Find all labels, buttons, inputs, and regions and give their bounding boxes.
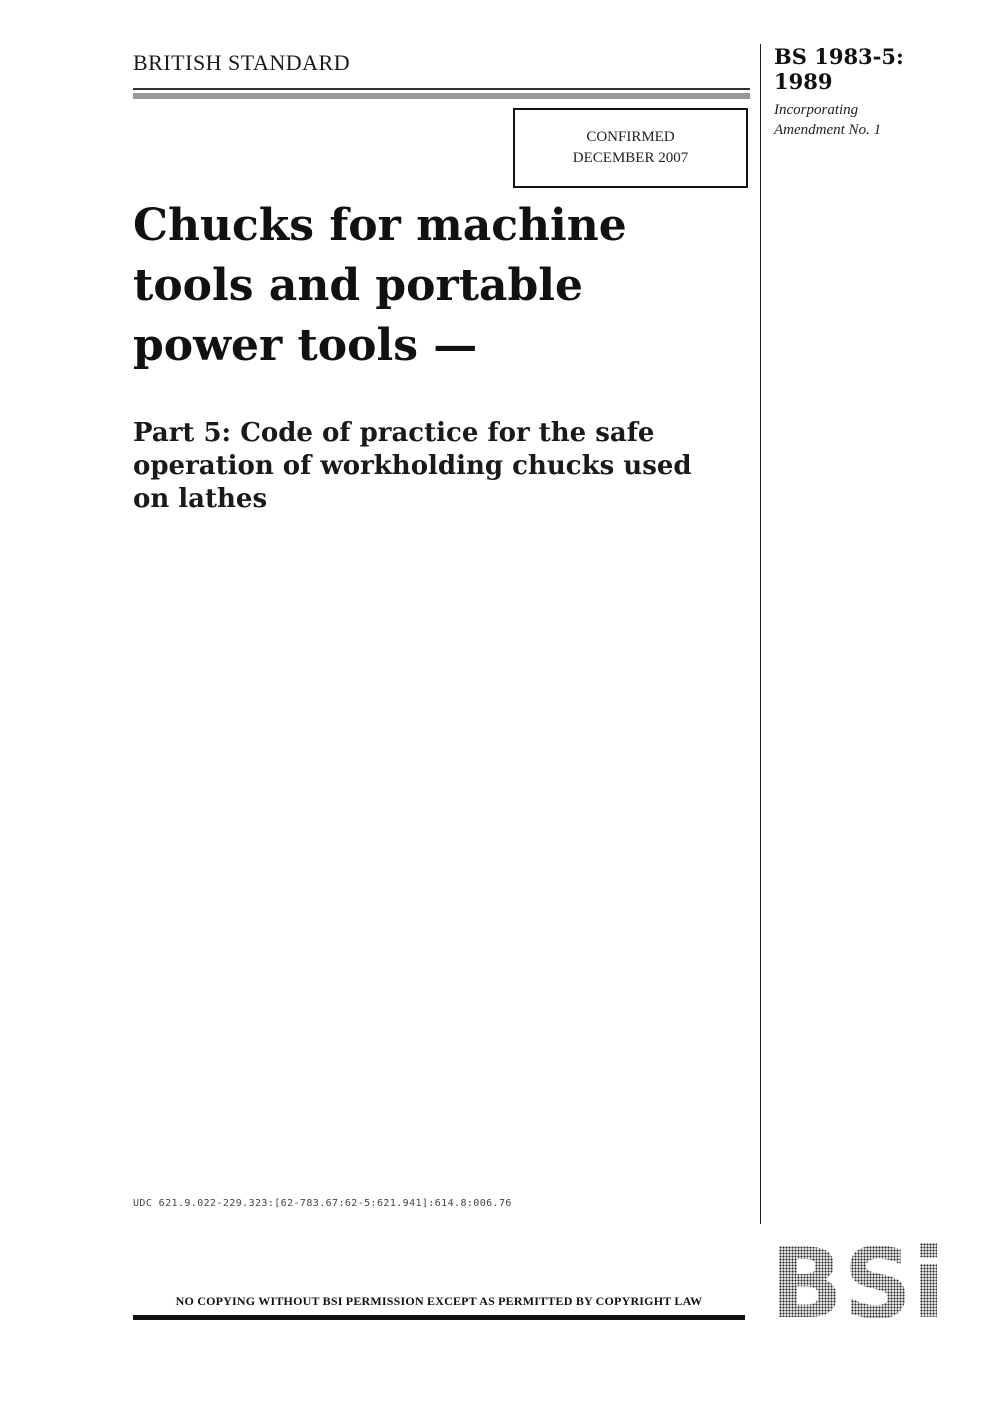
- vertical-divider: [760, 44, 761, 1224]
- amendment-line2: Amendment No. 1: [774, 122, 882, 138]
- document-title: [133, 196, 753, 376]
- udc-code: UDC 621.9.022-229.323:[62-783.67:62-5:621.941]:614.8:006.76: [133, 1198, 512, 1209]
- amendment-line1: Incorporating: [774, 102, 859, 118]
- header-label: BRITISH STANDARD: [133, 50, 351, 75]
- standard-number: [774, 44, 904, 94]
- footer-rule: [133, 1315, 745, 1320]
- header-rule-thin: [133, 88, 750, 90]
- standard-number-line1: BS 1983-5:: [774, 44, 904, 69]
- bsi-logo-text: BSi: [770, 1243, 945, 1321]
- subtitle-line3: on lathes: [133, 484, 268, 514]
- header-rule-thick: [133, 93, 750, 99]
- title-line2: tools and portable: [133, 260, 584, 311]
- standard-number-line2: 1989: [774, 69, 833, 94]
- title-line3: power tools —: [133, 320, 478, 371]
- confirmed-line1: CONFIRMED: [586, 129, 675, 145]
- title-line1: Chucks for machine: [133, 200, 627, 251]
- confirmed-status-box: [513, 108, 748, 188]
- bsi-logo: [770, 1243, 945, 1321]
- confirmed-line2: DECEMBER 2007: [572, 150, 689, 166]
- document-subtitle: [133, 417, 753, 516]
- subtitle-line2: operation of workholding chucks used: [133, 451, 692, 481]
- subtitle-line1: Part 5: Code of practice for the safe: [133, 418, 655, 448]
- copyright-notice: NO COPYING WITHOUT BSI PERMISSION EXCEPT AS PERMITTED BY COPYRIGHT LAW: [175, 1294, 703, 1308]
- amendment-note: [774, 100, 881, 140]
